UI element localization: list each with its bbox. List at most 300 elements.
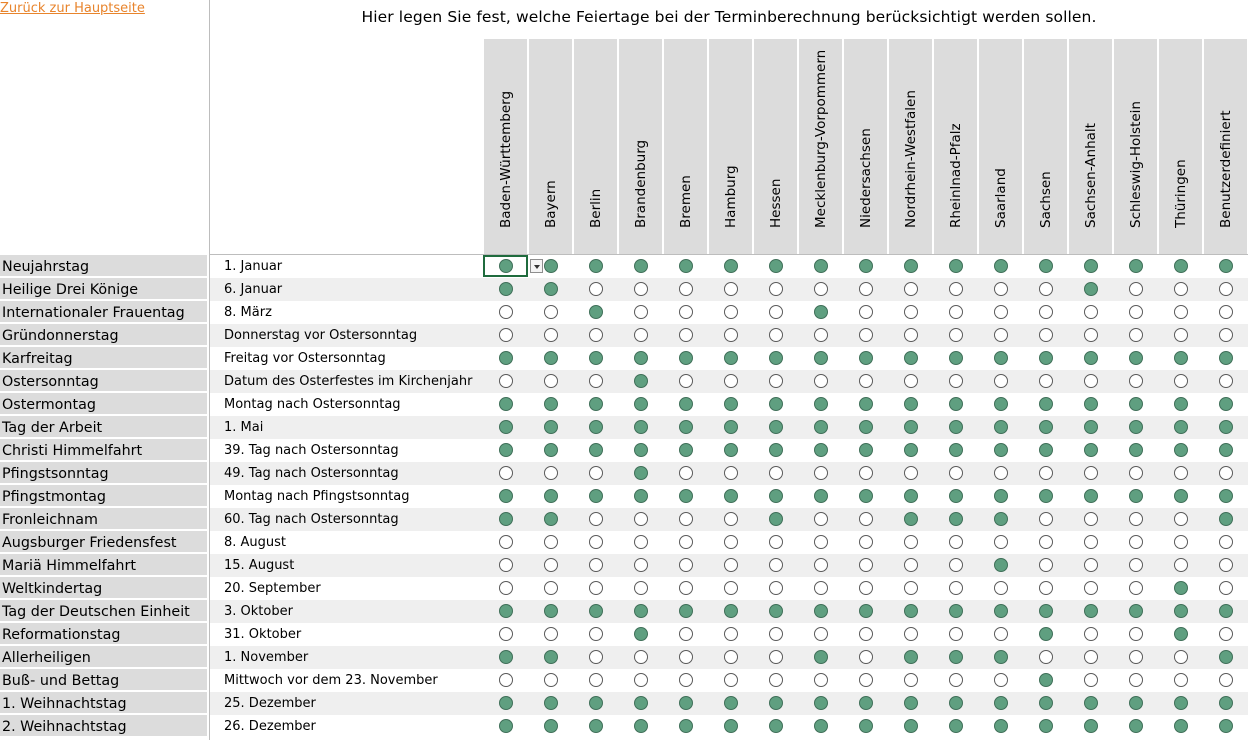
holiday-toggle-on[interactable]	[859, 420, 873, 434]
holiday-toggle-off[interactable]	[1129, 328, 1143, 342]
holiday-toggle-off[interactable]	[1174, 282, 1188, 296]
holiday-toggle-off[interactable]	[1219, 627, 1233, 641]
holiday-toggle-off[interactable]	[1219, 535, 1233, 549]
holiday-toggle-on[interactable]	[1174, 351, 1188, 365]
holiday-toggle-off[interactable]	[904, 558, 918, 572]
holiday-toggle-off[interactable]	[1219, 673, 1233, 687]
holiday-toggle-off[interactable]	[769, 673, 783, 687]
holiday-toggle-on[interactable]	[1129, 489, 1143, 503]
holiday-toggle-on[interactable]	[994, 443, 1008, 457]
holiday-toggle-on[interactable]	[949, 443, 963, 457]
holiday-toggle-off[interactable]	[724, 282, 738, 296]
holiday-toggle-off[interactable]	[769, 328, 783, 342]
holiday-toggle-off[interactable]	[994, 374, 1008, 388]
holiday-toggle-on[interactable]	[589, 397, 603, 411]
holiday-toggle-on[interactable]	[1084, 282, 1098, 296]
holiday-toggle-on[interactable]	[904, 443, 918, 457]
holiday-toggle-on[interactable]	[859, 489, 873, 503]
holiday-toggle-on[interactable]	[994, 650, 1008, 664]
holiday-toggle-off[interactable]	[634, 282, 648, 296]
holiday-toggle-off[interactable]	[814, 374, 828, 388]
holiday-toggle-on[interactable]	[904, 604, 918, 618]
holiday-toggle-off[interactable]	[769, 466, 783, 480]
holiday-toggle-off[interactable]	[904, 328, 918, 342]
holiday-toggle-off[interactable]	[634, 512, 648, 526]
holiday-toggle-off[interactable]	[949, 374, 963, 388]
holiday-toggle-on[interactable]	[724, 259, 738, 273]
holiday-toggle-off[interactable]	[1084, 512, 1098, 526]
holiday-toggle-off[interactable]	[1039, 282, 1053, 296]
holiday-toggle-on[interactable]	[1129, 696, 1143, 710]
holiday-toggle-on[interactable]	[1129, 719, 1143, 733]
holiday-toggle-off[interactable]	[1039, 374, 1053, 388]
holiday-toggle-off[interactable]	[589, 650, 603, 664]
holiday-toggle-off[interactable]	[1174, 558, 1188, 572]
holiday-toggle-off[interactable]	[949, 627, 963, 641]
holiday-toggle-on[interactable]	[859, 397, 873, 411]
holiday-toggle-off[interactable]	[544, 581, 558, 595]
holiday-toggle-on[interactable]	[814, 443, 828, 457]
holiday-toggle-off[interactable]	[589, 535, 603, 549]
holiday-toggle-on[interactable]	[994, 420, 1008, 434]
holiday-toggle-on[interactable]	[544, 397, 558, 411]
holiday-toggle-off[interactable]	[589, 673, 603, 687]
holiday-toggle-on[interactable]	[814, 719, 828, 733]
holiday-toggle-off[interactable]	[1039, 466, 1053, 480]
holiday-toggle-on[interactable]	[499, 696, 513, 710]
holiday-toggle-on[interactable]	[544, 650, 558, 664]
holiday-toggle-off[interactable]	[544, 466, 558, 480]
holiday-toggle-on[interactable]	[1129, 259, 1143, 273]
holiday-toggle-off[interactable]	[634, 581, 648, 595]
holiday-toggle-on[interactable]	[634, 420, 648, 434]
holiday-toggle-on[interactable]	[1084, 397, 1098, 411]
holiday-toggle-on[interactable]	[769, 259, 783, 273]
holiday-toggle-off[interactable]	[1129, 305, 1143, 319]
holiday-toggle-on[interactable]	[634, 443, 648, 457]
holiday-toggle-on[interactable]	[1039, 489, 1053, 503]
holiday-toggle-on[interactable]	[634, 696, 648, 710]
holiday-toggle-on[interactable]	[949, 604, 963, 618]
holiday-toggle-on[interactable]	[769, 719, 783, 733]
holiday-toggle-on[interactable]	[1219, 604, 1233, 618]
holiday-toggle-on[interactable]	[1084, 604, 1098, 618]
holiday-toggle-on[interactable]	[679, 443, 693, 457]
holiday-toggle-on[interactable]	[499, 604, 513, 618]
holiday-toggle-on[interactable]	[499, 351, 513, 365]
holiday-toggle-on[interactable]	[679, 719, 693, 733]
holiday-toggle-off[interactable]	[994, 581, 1008, 595]
holiday-toggle-on[interactable]	[1174, 259, 1188, 273]
holiday-toggle-on[interactable]	[544, 489, 558, 503]
holiday-toggle-on[interactable]	[1219, 719, 1233, 733]
holiday-toggle-off[interactable]	[634, 328, 648, 342]
holiday-toggle-off[interactable]	[589, 512, 603, 526]
holiday-toggle-off[interactable]	[1219, 581, 1233, 595]
holiday-toggle-on[interactable]	[949, 397, 963, 411]
holiday-toggle-off[interactable]	[859, 305, 873, 319]
holiday-toggle-on[interactable]	[1084, 259, 1098, 273]
holiday-toggle-on[interactable]	[994, 397, 1008, 411]
holiday-toggle-off[interactable]	[724, 328, 738, 342]
holiday-toggle-off[interactable]	[589, 328, 603, 342]
holiday-toggle-off[interactable]	[589, 558, 603, 572]
holiday-toggle-on[interactable]	[814, 259, 828, 273]
holiday-toggle-off[interactable]	[994, 673, 1008, 687]
holiday-toggle-on[interactable]	[1039, 719, 1053, 733]
holiday-toggle-on[interactable]	[769, 420, 783, 434]
holiday-toggle-on[interactable]	[1219, 397, 1233, 411]
holiday-toggle-on[interactable]	[544, 282, 558, 296]
holiday-toggle-on[interactable]	[904, 351, 918, 365]
holiday-toggle-on[interactable]	[994, 512, 1008, 526]
holiday-toggle-off[interactable]	[1084, 466, 1098, 480]
holiday-toggle-on[interactable]	[1174, 604, 1188, 618]
holiday-toggle-on[interactable]	[904, 512, 918, 526]
holiday-toggle-off[interactable]	[769, 535, 783, 549]
holiday-toggle-off[interactable]	[769, 558, 783, 572]
holiday-toggle-on[interactable]	[544, 719, 558, 733]
holiday-toggle-off[interactable]	[1039, 305, 1053, 319]
holiday-toggle-on[interactable]	[679, 259, 693, 273]
holiday-toggle-off[interactable]	[634, 650, 648, 664]
holiday-toggle-off[interactable]	[904, 581, 918, 595]
holiday-toggle-off[interactable]	[589, 466, 603, 480]
holiday-toggle-off[interactable]	[814, 282, 828, 296]
holiday-toggle-on[interactable]	[814, 489, 828, 503]
holiday-toggle-on[interactable]	[1084, 696, 1098, 710]
holiday-toggle-off[interactable]	[859, 673, 873, 687]
holiday-toggle-on[interactable]	[544, 351, 558, 365]
holiday-toggle-off[interactable]	[724, 535, 738, 549]
holiday-toggle-on[interactable]	[859, 351, 873, 365]
holiday-toggle-off[interactable]	[949, 535, 963, 549]
holiday-toggle-off[interactable]	[859, 328, 873, 342]
holiday-toggle-on[interactable]	[499, 259, 513, 273]
holiday-toggle-off[interactable]	[679, 558, 693, 572]
holiday-toggle-on[interactable]	[904, 420, 918, 434]
holiday-toggle-off[interactable]	[544, 627, 558, 641]
holiday-toggle-on[interactable]	[1219, 696, 1233, 710]
holiday-toggle-on[interactable]	[634, 719, 648, 733]
holiday-toggle-off[interactable]	[1174, 512, 1188, 526]
holiday-toggle-on[interactable]	[994, 351, 1008, 365]
holiday-toggle-on[interactable]	[589, 696, 603, 710]
holiday-toggle-off[interactable]	[949, 558, 963, 572]
holiday-toggle-off[interactable]	[1174, 466, 1188, 480]
holiday-toggle-on[interactable]	[1129, 604, 1143, 618]
holiday-toggle-off[interactable]	[1174, 328, 1188, 342]
holiday-toggle-on[interactable]	[769, 512, 783, 526]
holiday-toggle-off[interactable]	[949, 673, 963, 687]
holiday-toggle-off[interactable]	[499, 328, 513, 342]
holiday-toggle-off[interactable]	[499, 627, 513, 641]
holiday-toggle-off[interactable]	[814, 558, 828, 572]
holiday-toggle-off[interactable]	[1084, 328, 1098, 342]
holiday-toggle-off[interactable]	[1219, 328, 1233, 342]
holiday-toggle-on[interactable]	[769, 489, 783, 503]
holiday-toggle-off[interactable]	[499, 305, 513, 319]
holiday-toggle-on[interactable]	[724, 696, 738, 710]
holiday-toggle-on[interactable]	[994, 604, 1008, 618]
holiday-toggle-off[interactable]	[679, 627, 693, 641]
holiday-toggle-off[interactable]	[544, 374, 558, 388]
holiday-toggle-on[interactable]	[724, 397, 738, 411]
holiday-toggle-on[interactable]	[1174, 581, 1188, 595]
holiday-toggle-off[interactable]	[1129, 512, 1143, 526]
holiday-toggle-on[interactable]	[814, 351, 828, 365]
holiday-toggle-on[interactable]	[1039, 604, 1053, 618]
holiday-toggle-off[interactable]	[544, 328, 558, 342]
holiday-toggle-off[interactable]	[724, 512, 738, 526]
holiday-toggle-on[interactable]	[949, 259, 963, 273]
holiday-toggle-on[interactable]	[544, 420, 558, 434]
holiday-toggle-on[interactable]	[724, 443, 738, 457]
holiday-toggle-off[interactable]	[859, 282, 873, 296]
holiday-toggle-on[interactable]	[1039, 259, 1053, 273]
holiday-toggle-off[interactable]	[904, 305, 918, 319]
holiday-toggle-off[interactable]	[1129, 581, 1143, 595]
holiday-toggle-on[interactable]	[814, 696, 828, 710]
holiday-toggle-off[interactable]	[1174, 650, 1188, 664]
holiday-toggle-on[interactable]	[499, 719, 513, 733]
holiday-toggle-off[interactable]	[544, 535, 558, 549]
holiday-toggle-on[interactable]	[769, 397, 783, 411]
holiday-toggle-on[interactable]	[949, 512, 963, 526]
holiday-toggle-off[interactable]	[1174, 673, 1188, 687]
holiday-toggle-on[interactable]	[589, 351, 603, 365]
holiday-toggle-on[interactable]	[634, 374, 648, 388]
holiday-toggle-off[interactable]	[1174, 305, 1188, 319]
holiday-toggle-off[interactable]	[724, 650, 738, 664]
holiday-toggle-on[interactable]	[1084, 351, 1098, 365]
holiday-toggle-on[interactable]	[1084, 719, 1098, 733]
holiday-toggle-on[interactable]	[499, 443, 513, 457]
holiday-toggle-off[interactable]	[949, 282, 963, 296]
holiday-toggle-on[interactable]	[499, 650, 513, 664]
holiday-toggle-on[interactable]	[679, 420, 693, 434]
holiday-toggle-on[interactable]	[1219, 443, 1233, 457]
holiday-toggle-on[interactable]	[589, 719, 603, 733]
holiday-toggle-off[interactable]	[1039, 558, 1053, 572]
holiday-toggle-on[interactable]	[769, 696, 783, 710]
holiday-toggle-on[interactable]	[634, 466, 648, 480]
holiday-toggle-off[interactable]	[904, 673, 918, 687]
holiday-toggle-on[interactable]	[949, 351, 963, 365]
holiday-toggle-on[interactable]	[1219, 351, 1233, 365]
holiday-toggle-on[interactable]	[544, 696, 558, 710]
holiday-toggle-on[interactable]	[814, 305, 828, 319]
holiday-toggle-on[interactable]	[769, 351, 783, 365]
holiday-toggle-on[interactable]	[904, 719, 918, 733]
holiday-toggle-off[interactable]	[724, 466, 738, 480]
holiday-toggle-on[interactable]	[994, 696, 1008, 710]
holiday-toggle-off[interactable]	[769, 581, 783, 595]
holiday-toggle-off[interactable]	[814, 581, 828, 595]
holiday-toggle-off[interactable]	[949, 305, 963, 319]
holiday-toggle-off[interactable]	[499, 374, 513, 388]
holiday-toggle-off[interactable]	[814, 328, 828, 342]
holiday-toggle-on[interactable]	[499, 489, 513, 503]
holiday-toggle-off[interactable]	[1129, 282, 1143, 296]
holiday-toggle-off[interactable]	[904, 282, 918, 296]
holiday-toggle-on[interactable]	[814, 650, 828, 664]
holiday-toggle-off[interactable]	[679, 535, 693, 549]
holiday-toggle-on[interactable]	[544, 604, 558, 618]
holiday-toggle-off[interactable]	[904, 535, 918, 549]
holiday-toggle-off[interactable]	[859, 558, 873, 572]
holiday-toggle-off[interactable]	[814, 535, 828, 549]
holiday-toggle-off[interactable]	[904, 466, 918, 480]
holiday-toggle-on[interactable]	[589, 489, 603, 503]
holiday-toggle-on[interactable]	[1084, 489, 1098, 503]
holiday-toggle-on[interactable]	[1129, 443, 1143, 457]
holiday-toggle-on[interactable]	[904, 397, 918, 411]
holiday-toggle-on[interactable]	[544, 259, 558, 273]
holiday-toggle-on[interactable]	[724, 604, 738, 618]
holiday-toggle-off[interactable]	[589, 282, 603, 296]
holiday-toggle-off[interactable]	[1129, 374, 1143, 388]
holiday-toggle-on[interactable]	[1174, 489, 1188, 503]
holiday-toggle-off[interactable]	[859, 466, 873, 480]
holiday-toggle-on[interactable]	[1129, 397, 1143, 411]
holiday-toggle-on[interactable]	[1129, 420, 1143, 434]
holiday-toggle-off[interactable]	[589, 581, 603, 595]
holiday-toggle-on[interactable]	[859, 696, 873, 710]
holiday-toggle-on[interactable]	[1039, 696, 1053, 710]
holiday-toggle-on[interactable]	[1039, 673, 1053, 687]
holiday-toggle-off[interactable]	[949, 581, 963, 595]
holiday-toggle-on[interactable]	[1174, 627, 1188, 641]
holiday-toggle-on[interactable]	[994, 558, 1008, 572]
holiday-toggle-off[interactable]	[499, 535, 513, 549]
holiday-toggle-on[interactable]	[499, 397, 513, 411]
holiday-toggle-on[interactable]	[499, 282, 513, 296]
holiday-toggle-on[interactable]	[1219, 259, 1233, 273]
holiday-toggle-off[interactable]	[1039, 535, 1053, 549]
holiday-toggle-on[interactable]	[904, 650, 918, 664]
holiday-toggle-on[interactable]	[544, 512, 558, 526]
chevron-down-icon[interactable]	[530, 259, 543, 273]
holiday-toggle-off[interactable]	[949, 328, 963, 342]
holiday-toggle-on[interactable]	[499, 420, 513, 434]
holiday-toggle-on[interactable]	[859, 719, 873, 733]
holiday-toggle-off[interactable]	[1219, 466, 1233, 480]
holiday-toggle-on[interactable]	[589, 305, 603, 319]
holiday-toggle-off[interactable]	[1039, 328, 1053, 342]
holiday-toggle-off[interactable]	[769, 650, 783, 664]
holiday-toggle-on[interactable]	[1174, 719, 1188, 733]
holiday-toggle-off[interactable]	[769, 627, 783, 641]
holiday-toggle-off[interactable]	[814, 466, 828, 480]
holiday-toggle-off[interactable]	[544, 673, 558, 687]
holiday-toggle-off[interactable]	[994, 535, 1008, 549]
holiday-toggle-off[interactable]	[859, 650, 873, 664]
holiday-toggle-off[interactable]	[1084, 650, 1098, 664]
holiday-toggle-on[interactable]	[679, 351, 693, 365]
holiday-toggle-on[interactable]	[1174, 397, 1188, 411]
holiday-toggle-on[interactable]	[1039, 420, 1053, 434]
holiday-toggle-off[interactable]	[724, 374, 738, 388]
holiday-toggle-on[interactable]	[994, 259, 1008, 273]
holiday-toggle-on[interactable]	[634, 259, 648, 273]
holiday-toggle-off[interactable]	[724, 673, 738, 687]
holiday-toggle-off[interactable]	[499, 558, 513, 572]
holiday-toggle-on[interactable]	[499, 512, 513, 526]
holiday-toggle-on[interactable]	[1129, 351, 1143, 365]
holiday-toggle-off[interactable]	[544, 305, 558, 319]
holiday-toggle-off[interactable]	[859, 374, 873, 388]
holiday-toggle-off[interactable]	[1219, 305, 1233, 319]
holiday-toggle-on[interactable]	[679, 696, 693, 710]
holiday-toggle-on[interactable]	[949, 719, 963, 733]
holiday-toggle-off[interactable]	[1219, 374, 1233, 388]
holiday-toggle-off[interactable]	[1219, 282, 1233, 296]
holiday-toggle-off[interactable]	[679, 328, 693, 342]
holiday-toggle-on[interactable]	[1039, 351, 1053, 365]
holiday-toggle-off[interactable]	[994, 466, 1008, 480]
holiday-toggle-off[interactable]	[814, 512, 828, 526]
holiday-toggle-on[interactable]	[634, 604, 648, 618]
holiday-toggle-off[interactable]	[994, 627, 1008, 641]
holiday-toggle-on[interactable]	[1219, 489, 1233, 503]
holiday-toggle-off[interactable]	[994, 328, 1008, 342]
holiday-toggle-off[interactable]	[1039, 581, 1053, 595]
holiday-toggle-on[interactable]	[679, 604, 693, 618]
holiday-toggle-off[interactable]	[679, 581, 693, 595]
holiday-toggle-off[interactable]	[679, 673, 693, 687]
holiday-toggle-on[interactable]	[814, 604, 828, 618]
holiday-toggle-off[interactable]	[499, 581, 513, 595]
holiday-toggle-on[interactable]	[1174, 443, 1188, 457]
holiday-toggle-off[interactable]	[499, 673, 513, 687]
holiday-toggle-off[interactable]	[634, 558, 648, 572]
holiday-toggle-off[interactable]	[634, 673, 648, 687]
holiday-toggle-off[interactable]	[949, 466, 963, 480]
holiday-toggle-off[interactable]	[1129, 650, 1143, 664]
holiday-toggle-off[interactable]	[859, 581, 873, 595]
holiday-toggle-off[interactable]	[814, 673, 828, 687]
holiday-toggle-off[interactable]	[1174, 374, 1188, 388]
holiday-toggle-on[interactable]	[1084, 443, 1098, 457]
holiday-toggle-off[interactable]	[1084, 558, 1098, 572]
holiday-toggle-on[interactable]	[634, 351, 648, 365]
holiday-toggle-on[interactable]	[769, 604, 783, 618]
holiday-toggle-on[interactable]	[1039, 397, 1053, 411]
holiday-toggle-off[interactable]	[769, 305, 783, 319]
holiday-toggle-off[interactable]	[814, 627, 828, 641]
holiday-toggle-on[interactable]	[1219, 650, 1233, 664]
holiday-toggle-on[interactable]	[679, 397, 693, 411]
holiday-toggle-on[interactable]	[859, 259, 873, 273]
holiday-toggle-off[interactable]	[1084, 535, 1098, 549]
holiday-toggle-off[interactable]	[679, 650, 693, 664]
holiday-toggle-off[interactable]	[859, 535, 873, 549]
holiday-toggle-off[interactable]	[994, 282, 1008, 296]
holiday-toggle-off[interactable]	[1129, 466, 1143, 480]
holiday-toggle-on[interactable]	[679, 489, 693, 503]
holiday-toggle-on[interactable]	[589, 420, 603, 434]
holiday-toggle-off[interactable]	[724, 581, 738, 595]
holiday-toggle-off[interactable]	[724, 558, 738, 572]
holiday-toggle-off[interactable]	[544, 558, 558, 572]
holiday-toggle-on[interactable]	[859, 604, 873, 618]
holiday-toggle-on[interactable]	[544, 443, 558, 457]
holiday-toggle-on[interactable]	[634, 627, 648, 641]
holiday-toggle-off[interactable]	[1129, 627, 1143, 641]
holiday-toggle-off[interactable]	[679, 512, 693, 526]
holiday-toggle-on[interactable]	[1174, 420, 1188, 434]
